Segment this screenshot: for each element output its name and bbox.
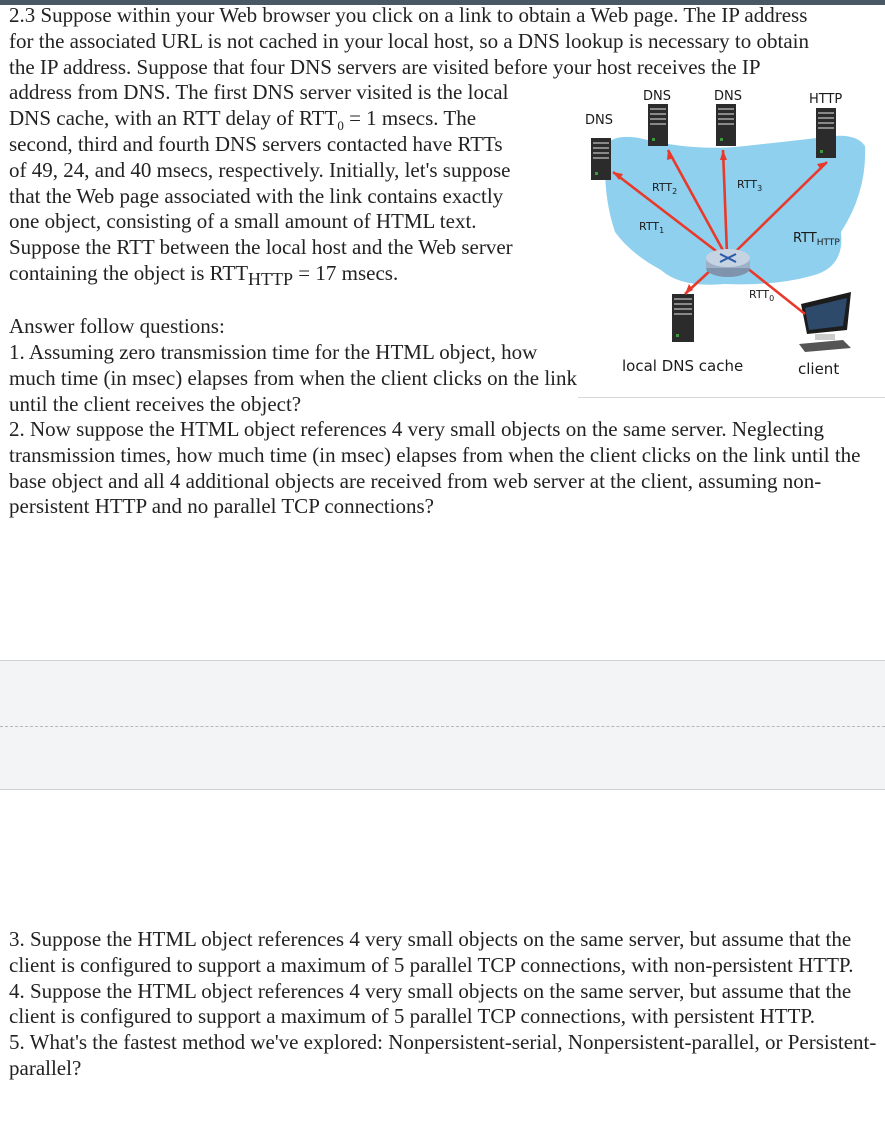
dashed-divider <box>0 726 885 727</box>
question-2: 2. Now suppose the HTML object references 4 very small objects on the same server. Neglecting transmission times, how much time (in msec) elapses from when the client clicks on the link until the base object and all 4 additional objects are received from web server at the client, assuming non-persistent HTTP and no parallel TCP connections? <box>9 417 861 519</box>
local-dns-cache-label: local DNS cache <box>622 357 744 375</box>
client-computer-icon <box>799 292 851 352</box>
client-label: client <box>798 360 840 378</box>
intro-line: one object, consisting of a small amount of HTML text. <box>9 209 477 234</box>
dns-server-mid1-icon <box>648 104 668 146</box>
intro-line: Suppose the RTT between the local host and the Web server <box>9 235 513 260</box>
rtt3-sub: 3 <box>757 184 763 193</box>
rtt-text: RTT <box>793 231 817 246</box>
question-1: 1. Assuming zero transmission time for the HTML object, how much time (in msec) elapses from when the client clicks on the link until the client receives the object? <box>9 340 578 416</box>
intro-line: 2.3 Suppose within your Web browser you click on a link to obtain a Web page. The IP address <box>9 3 808 27</box>
rtthttp-value: = 17 msecs. <box>293 260 399 285</box>
question-4: 4. Suppose the HTML object references 4 very small objects on the same server, but assume that the client is configured to support a maximum of 5 parallel TCP connections, with persistent HTTP. <box>9 978 852 1029</box>
intro-line: of 49, 24, and 40 msecs, respectively. Initially, let's suppose <box>9 157 511 182</box>
http-label: HTTP <box>809 92 843 107</box>
rtt-text: RTT <box>749 288 770 301</box>
divider <box>0 660 885 661</box>
rtt0-value: = 1 msecs. The <box>343 106 477 131</box>
dns-mid2-label: DNS <box>714 89 742 104</box>
rtt1-sub: 1 <box>659 226 665 235</box>
question-5: 5. What's the fastest method we've explored: Nonpersistent-serial, Nonpersistent-parallel, or Persistent-parallel? <box>9 1030 877 1080</box>
question-3: 3. Suppose the HTML object references 4 very small objects on the same server, but assume that the client is configured to support a maximum of 5 parallel TCP connections, with non-persistent HTTP. <box>9 927 854 977</box>
rtt0-label <box>749 288 774 303</box>
dns-server-mid2-icon <box>716 104 736 146</box>
questions-3-5 <box>9 927 885 1082</box>
rtt0-subscript: 0 <box>337 118 344 134</box>
rtt0-sub: 0 <box>769 294 775 303</box>
dns-network-figure <box>575 82 875 382</box>
arrowhead <box>685 284 693 294</box>
divider <box>0 789 885 790</box>
answer-header: Answer follow questions: <box>9 314 225 338</box>
divider <box>578 397 885 398</box>
http-server-icon <box>816 108 836 158</box>
rtt-text: RTT <box>652 181 673 194</box>
router-icon <box>706 249 750 277</box>
local-dns-cache-server-icon <box>672 294 694 342</box>
intro-line: second, third and fourth DNS servers contacted have RTTs <box>9 131 503 156</box>
rtthttp-sub: HTTP <box>816 238 840 248</box>
answer-area <box>0 661 885 789</box>
rtt-text: RTT <box>639 220 660 233</box>
dns-mid1-label: DNS <box>643 89 671 104</box>
intro-line: address from DNS. The first DNS server visited is the local <box>9 80 509 105</box>
rtthttp-subscript: HTTP <box>248 269 294 290</box>
intro-line-text: DNS cache, with an RTT delay of RTT <box>9 106 338 131</box>
intro-line: the IP address. Suppose that four DNS servers are visited before your host receives the IP <box>9 54 761 79</box>
rtt-text: RTT <box>737 178 758 191</box>
intro-line: for the associated URL is not cached in your local host, so a DNS lookup is necessary to obtain <box>9 28 809 53</box>
intro-line-text: containing the object is RTT <box>9 260 249 285</box>
rtt2-sub: 2 <box>672 187 678 196</box>
dns-left-label: DNS <box>585 113 613 128</box>
intro-line: that the Web page associated with the link contains exactly <box>9 183 504 208</box>
dns-server-left-icon <box>591 138 611 180</box>
